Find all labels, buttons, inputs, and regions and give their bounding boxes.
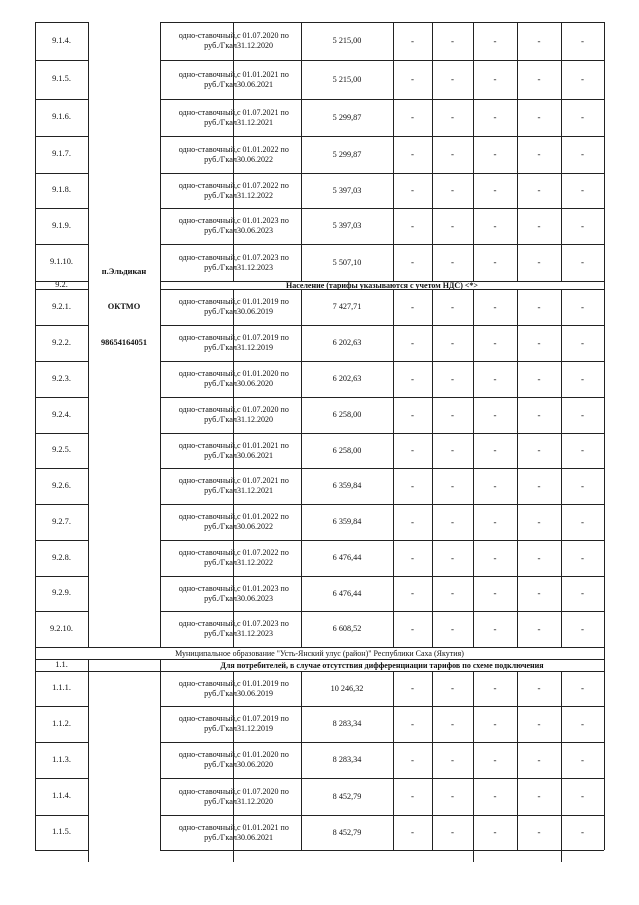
- row-divider: [35, 22, 88, 23]
- empty-value: -: [581, 588, 584, 599]
- oktmo-code: 98654164051: [100, 338, 148, 347]
- empty-value: -: [411, 220, 414, 231]
- empty-value: -: [411, 373, 414, 384]
- row-divider: [35, 706, 88, 707]
- row-divider: [160, 576, 604, 577]
- empty-value: -: [451, 185, 454, 196]
- empty-value: -: [537, 683, 541, 694]
- empty-value: -: [537, 623, 541, 634]
- row-number: 9.2.7.: [52, 516, 71, 526]
- row-divider: [160, 504, 604, 505]
- row-divider: [35, 647, 604, 648]
- row-number: 9.2.5.: [52, 445, 71, 455]
- column-divider: [301, 289, 302, 647]
- column-divider: [604, 22, 605, 647]
- row-divider: [35, 742, 88, 743]
- row-divider: [35, 136, 88, 137]
- rate-type: одно-ставочный, руб./Гкал: [178, 786, 237, 806]
- column-divider: [432, 289, 433, 647]
- empty-value: -: [493, 718, 497, 729]
- tariff-period: с 01.07.2020 по 31.12.2020: [237, 31, 289, 50]
- rate-type: одно-ставочный, руб./Гкал: [178, 476, 237, 495]
- empty-value: -: [493, 74, 497, 85]
- empty-value: -: [581, 112, 584, 123]
- empty-value: -: [537, 257, 541, 268]
- column-divider: [473, 22, 474, 281]
- row-number: 9.2.4.: [52, 409, 71, 419]
- row-divider: [160, 361, 604, 362]
- rate-type: одно-ставочный, руб./Гкал: [178, 369, 237, 388]
- row-number: 1.1.1.: [52, 683, 71, 693]
- empty-value: -: [493, 754, 497, 765]
- row-divider: [35, 361, 88, 362]
- empty-value: -: [537, 149, 541, 160]
- rate-type: одно-ставочный, руб./Гкал: [178, 180, 237, 200]
- section-number: 9.2.: [55, 281, 68, 289]
- row-divider: [35, 850, 88, 851]
- column-divider: [604, 671, 605, 850]
- column-divider: [517, 671, 518, 850]
- empty-value: -: [581, 623, 584, 634]
- empty-value: -: [493, 220, 497, 231]
- column-divider: [561, 22, 562, 281]
- tariff-value: 8 452,79: [332, 827, 362, 837]
- row-divider: [160, 208, 604, 209]
- tariff-period: с 01.07.2022 по 31.12.2022: [237, 180, 289, 200]
- tariff-value: 5 299,87: [332, 112, 362, 122]
- empty-value: -: [581, 74, 584, 85]
- column-divider: [393, 671, 394, 850]
- tariff-value: 6 202,63: [332, 338, 362, 348]
- row-number: 9.1.7.: [52, 149, 71, 159]
- empty-value: -: [581, 718, 584, 729]
- empty-value: -: [451, 112, 454, 123]
- row-divider: [35, 576, 88, 577]
- tariff-period: с 01.01.2021 по 30.06.2021: [237, 440, 289, 460]
- empty-value: -: [451, 220, 454, 231]
- empty-value: -: [451, 588, 454, 599]
- empty-value: -: [581, 337, 584, 348]
- column-divider: [473, 671, 474, 850]
- empty-value: -: [581, 373, 584, 384]
- empty-value: -: [581, 827, 584, 838]
- empty-value: -: [451, 257, 454, 268]
- empty-value: -: [537, 35, 541, 46]
- empty-value: -: [451, 718, 454, 729]
- row-divider: [35, 611, 88, 612]
- tariff-period: с 01.01.2019 по 30.06.2019: [237, 297, 289, 316]
- empty-value: -: [493, 552, 497, 563]
- tariff-period: с 01.01.2023 по 30.06.2023: [237, 583, 289, 603]
- empty-value: -: [581, 149, 584, 160]
- empty-value: -: [411, 516, 414, 527]
- row-divider: [160, 540, 604, 541]
- tariff-value: 6 359,84: [332, 517, 362, 527]
- rate-type: одно-ставочный, руб./Гкал: [178, 714, 237, 733]
- tariff-period: с 01.07.2023 по 31.12.2023: [237, 252, 289, 272]
- empty-value: -: [537, 480, 541, 491]
- empty-value: -: [537, 185, 541, 196]
- empty-value: -: [537, 552, 541, 563]
- rate-type: одно-ставочный, руб./Гкал: [178, 440, 237, 460]
- row-divider: [35, 173, 88, 174]
- tariff-period: с 01.01.2023 по 30.06.2023: [237, 216, 289, 235]
- row-number: 9.2.1.: [52, 301, 71, 311]
- empty-value: -: [451, 74, 454, 85]
- tariff-value: 5 397,03: [332, 221, 362, 231]
- rate-type: одно-ставочный, руб./Гкал: [178, 216, 237, 235]
- empty-value: -: [493, 301, 497, 312]
- row-divider: [35, 60, 88, 61]
- row-divider: [160, 289, 604, 290]
- row-divider: [160, 815, 604, 816]
- empty-value: -: [493, 683, 497, 694]
- row-number: 9.2.6.: [52, 480, 71, 490]
- row-number: 9.2.2.: [52, 337, 71, 347]
- empty-value: -: [451, 409, 454, 420]
- row-number: 9.2.8.: [52, 552, 71, 562]
- empty-value: -: [537, 373, 541, 384]
- row-divider: [35, 504, 88, 505]
- column-divider: [301, 671, 302, 850]
- municipality-title: Муниципальное образование "Усть-Янский улус (район)" Республики Саха (Якутия): [175, 648, 464, 658]
- row-number: 1.1.2.: [52, 718, 71, 728]
- row-number: 9.1.10.: [49, 257, 74, 267]
- row-divider: [160, 778, 604, 779]
- tariff-value: 5 299,87: [332, 149, 362, 159]
- empty-value: -: [581, 409, 584, 420]
- tariff-period: с 01.01.2021 по 30.06.2021: [237, 822, 289, 842]
- tariff-value: 6 476,44: [332, 588, 362, 598]
- column-divider: [473, 850, 474, 862]
- empty-value: -: [581, 791, 584, 802]
- empty-value: -: [493, 623, 497, 634]
- rate-type: одно-ставочный, руб./Гкал: [178, 583, 237, 603]
- column-divider: [393, 22, 394, 281]
- tariff-period: с 01.01.2020 по 30.06.2020: [237, 369, 289, 388]
- empty-value: -: [493, 337, 497, 348]
- tariff-value: 6 258,00: [332, 445, 362, 455]
- column-divider: [604, 647, 605, 671]
- row-number: 9.2.3.: [52, 373, 71, 383]
- row-divider: [160, 671, 604, 672]
- column-divider: [35, 22, 36, 647]
- row-divider: [160, 433, 604, 434]
- row-number: 9.1.9.: [52, 220, 71, 230]
- empty-value: -: [411, 827, 414, 838]
- row-divider: [160, 22, 604, 23]
- column-divider: [301, 22, 302, 281]
- tariff-period: с 01.07.2021 по 31.12.2021: [237, 107, 289, 127]
- empty-value: -: [411, 301, 414, 312]
- empty-value: -: [411, 623, 414, 634]
- tariff-value: 5 215,00: [332, 74, 362, 84]
- section-header: Население (тарифы указываются с учетом НДС) <*>: [286, 280, 478, 290]
- column-divider: [233, 22, 234, 281]
- empty-value: -: [493, 480, 497, 491]
- tariff-value: 6 476,44: [332, 553, 362, 563]
- empty-value: -: [581, 220, 584, 231]
- empty-value: -: [537, 718, 541, 729]
- empty-value: -: [411, 185, 414, 196]
- column-divider: [517, 289, 518, 647]
- empty-value: -: [451, 35, 454, 46]
- tariff-value: 8 283,34: [332, 755, 362, 765]
- row-number: 9.1.8.: [52, 185, 71, 195]
- empty-value: -: [493, 35, 497, 46]
- empty-value: -: [451, 827, 454, 838]
- empty-value: -: [411, 754, 414, 765]
- column-divider: [393, 289, 394, 647]
- row-number: 9.1.6.: [52, 112, 71, 122]
- column-divider: [473, 289, 474, 647]
- row-divider: [160, 468, 604, 469]
- row-number: 1.1.4.: [52, 791, 71, 801]
- empty-value: -: [411, 552, 414, 563]
- row-divider: [35, 671, 88, 672]
- row-divider: [160, 325, 604, 326]
- empty-value: -: [493, 149, 497, 160]
- tariff-value: 6 608,52: [332, 624, 362, 634]
- empty-value: -: [537, 588, 541, 599]
- column-divider: [88, 659, 89, 671]
- empty-value: -: [411, 683, 414, 694]
- row-divider: [35, 468, 88, 469]
- column-divider: [561, 289, 562, 647]
- row-divider: [35, 208, 88, 209]
- row-divider: [160, 173, 604, 174]
- empty-value: -: [537, 337, 541, 348]
- empty-value: -: [451, 445, 454, 456]
- empty-value: -: [493, 791, 497, 802]
- empty-value: -: [451, 623, 454, 634]
- row-number: 9.2.10.: [49, 623, 74, 633]
- settlement-name: п.Эльдикан: [101, 267, 147, 276]
- row-number: 1.1.3.: [52, 754, 71, 764]
- row-divider: [35, 325, 88, 326]
- rate-type: одно-ставочный, руб./Гкал: [178, 69, 237, 89]
- column-divider: [233, 289, 234, 647]
- empty-value: -: [493, 827, 497, 838]
- column-divider: [561, 671, 562, 850]
- empty-value: -: [411, 409, 414, 420]
- empty-value: -: [411, 112, 414, 123]
- row-divider: [160, 397, 604, 398]
- empty-value: -: [411, 480, 414, 491]
- empty-value: -: [451, 301, 454, 312]
- empty-value: -: [493, 373, 497, 384]
- empty-value: -: [581, 480, 584, 491]
- rate-type: одно-ставочный, руб./Гкал: [178, 512, 237, 531]
- column-divider: [88, 671, 89, 850]
- column-divider: [160, 659, 161, 671]
- row-divider: [160, 850, 604, 851]
- empty-value: -: [493, 445, 497, 456]
- empty-value: -: [493, 112, 497, 123]
- row-divider: [160, 244, 604, 245]
- tariff-value: 8 452,79: [332, 791, 362, 801]
- row-number: 1.1.5.: [52, 827, 71, 837]
- rate-type: одно-ставочный, руб./Гкал: [178, 619, 237, 638]
- empty-value: -: [451, 149, 454, 160]
- rate-type: одно-ставочный, руб./Гкал: [178, 678, 237, 698]
- tariff-period: с 01.07.2019 по 31.12.2019: [237, 714, 289, 733]
- empty-value: -: [411, 445, 414, 456]
- empty-value: -: [493, 185, 497, 196]
- empty-value: -: [581, 552, 584, 563]
- empty-value: -: [493, 257, 497, 268]
- tariff-period: с 01.07.2021 по 31.12.2021: [237, 476, 289, 495]
- row-divider: [160, 60, 604, 61]
- tariff-period: с 01.01.2021 по 30.06.2021: [237, 69, 289, 89]
- tariff-period: с 01.01.2020 по 30.06.2020: [237, 750, 289, 769]
- empty-value: -: [581, 185, 584, 196]
- rate-type: одно-ставочный, руб./Гкал: [178, 750, 237, 769]
- empty-value: -: [581, 35, 584, 46]
- row-divider: [160, 281, 604, 282]
- empty-value: -: [581, 301, 584, 312]
- column-divider: [561, 850, 562, 862]
- row-divider: [160, 136, 604, 137]
- empty-value: -: [451, 683, 454, 694]
- column-divider: [233, 850, 234, 862]
- tariff-value: 7 427,71: [332, 302, 362, 312]
- column-divider: [517, 22, 518, 281]
- column-divider: [432, 671, 433, 850]
- row-divider: [35, 289, 88, 290]
- row-divider: [160, 706, 604, 707]
- empty-value: -: [581, 445, 584, 456]
- row-number: 9.2.9.: [52, 588, 71, 598]
- empty-value: -: [411, 718, 414, 729]
- rate-type: одно-ставочный, руб./Гкал: [178, 144, 237, 164]
- rate-type: одно-ставочный, руб./Гкал: [178, 107, 237, 127]
- empty-value: -: [451, 552, 454, 563]
- empty-value: -: [537, 409, 541, 420]
- empty-value: -: [411, 257, 414, 268]
- empty-value: -: [537, 791, 541, 802]
- rate-type: одно-ставочный, руб./Гкал: [178, 252, 237, 272]
- row-divider: [160, 99, 604, 100]
- section-header: Для потребителей, в случае отсутствия дифференциации тарифов по схеме подключения: [220, 660, 544, 670]
- column-divider: [35, 647, 36, 671]
- empty-value: -: [451, 516, 454, 527]
- empty-value: -: [537, 74, 541, 85]
- column-divider: [233, 671, 234, 850]
- tariff-value: 6 258,00: [332, 410, 362, 420]
- empty-value: -: [537, 112, 541, 123]
- empty-value: -: [581, 516, 584, 527]
- rate-type: одно-ставочный, руб./Гкал: [178, 297, 237, 316]
- empty-value: -: [537, 301, 541, 312]
- column-divider: [432, 22, 433, 281]
- tariff-period: с 01.07.2023 по 31.12.2023: [237, 619, 289, 638]
- empty-value: -: [581, 257, 584, 268]
- empty-value: -: [493, 588, 497, 599]
- empty-value: -: [411, 74, 414, 85]
- row-divider: [35, 281, 88, 282]
- empty-value: -: [451, 754, 454, 765]
- column-divider: [35, 671, 36, 850]
- tariff-value: 5 397,03: [332, 185, 362, 195]
- empty-value: -: [451, 480, 454, 491]
- empty-value: -: [493, 409, 497, 420]
- tariff-value: 8 283,34: [332, 719, 362, 729]
- empty-value: -: [581, 754, 584, 765]
- empty-value: -: [411, 588, 414, 599]
- rate-type: одно-ставочный, руб./Гкал: [178, 548, 237, 567]
- column-divider: [160, 22, 161, 647]
- tariff-period: с 01.07.2020 по 31.12.2020: [237, 786, 289, 806]
- empty-value: -: [537, 827, 541, 838]
- row-divider: [35, 397, 88, 398]
- tariff-period: с 01.07.2019 по 31.12.2019: [237, 333, 289, 352]
- empty-value: -: [581, 683, 584, 694]
- row-divider: [35, 540, 88, 541]
- empty-value: -: [451, 791, 454, 802]
- tariff-value: 6 359,84: [332, 481, 362, 491]
- tariff-period: с 01.01.2022 по 30.06.2022: [237, 512, 289, 531]
- rate-type: одно-ставочный, руб./Гкал: [178, 822, 237, 842]
- column-divider: [88, 850, 89, 862]
- row-divider: [35, 815, 88, 816]
- tariff-period: с 01.07.2020 по 31.12.2020: [237, 405, 289, 424]
- column-divider: [160, 671, 161, 850]
- empty-value: -: [537, 516, 541, 527]
- empty-value: -: [451, 337, 454, 348]
- row-divider: [35, 778, 88, 779]
- row-divider: [160, 742, 604, 743]
- empty-value: -: [537, 445, 541, 456]
- row-divider: [160, 611, 604, 612]
- tariff-period: с 01.01.2019 по 30.06.2019: [237, 678, 289, 698]
- empty-value: -: [537, 220, 541, 231]
- tariff-value: 10 246,32: [330, 683, 364, 693]
- row-divider: [35, 659, 604, 660]
- section-number: 1.1.: [55, 659, 68, 669]
- column-divider: [88, 22, 89, 647]
- tariff-value: 5 215,00: [332, 36, 362, 46]
- tariff-value: 6 202,63: [332, 374, 362, 384]
- empty-value: -: [411, 35, 414, 46]
- empty-value: -: [537, 754, 541, 765]
- empty-value: -: [493, 516, 497, 527]
- empty-value: -: [411, 791, 414, 802]
- oktmo-label: ОКТМО: [107, 302, 141, 311]
- rate-type: одно-ставочный, руб./Гкал: [178, 31, 237, 50]
- tariff-period: с 01.07.2022 по 31.12.2022: [237, 548, 289, 567]
- tariff-value: 5 507,10: [332, 257, 362, 267]
- row-divider: [35, 433, 88, 434]
- empty-value: -: [451, 373, 454, 384]
- empty-value: -: [411, 337, 414, 348]
- row-divider: [35, 244, 88, 245]
- rate-type: одно-ставочный, руб./Гкал: [178, 405, 237, 424]
- rate-type: одно-ставочный, руб./Гкал: [178, 333, 237, 352]
- tariff-period: с 01.01.2022 по 30.06.2022: [237, 144, 289, 164]
- row-number: 9.1.5.: [52, 74, 71, 84]
- empty-value: -: [411, 149, 414, 160]
- row-number: 9.1.4.: [52, 35, 71, 45]
- row-divider: [35, 99, 88, 100]
